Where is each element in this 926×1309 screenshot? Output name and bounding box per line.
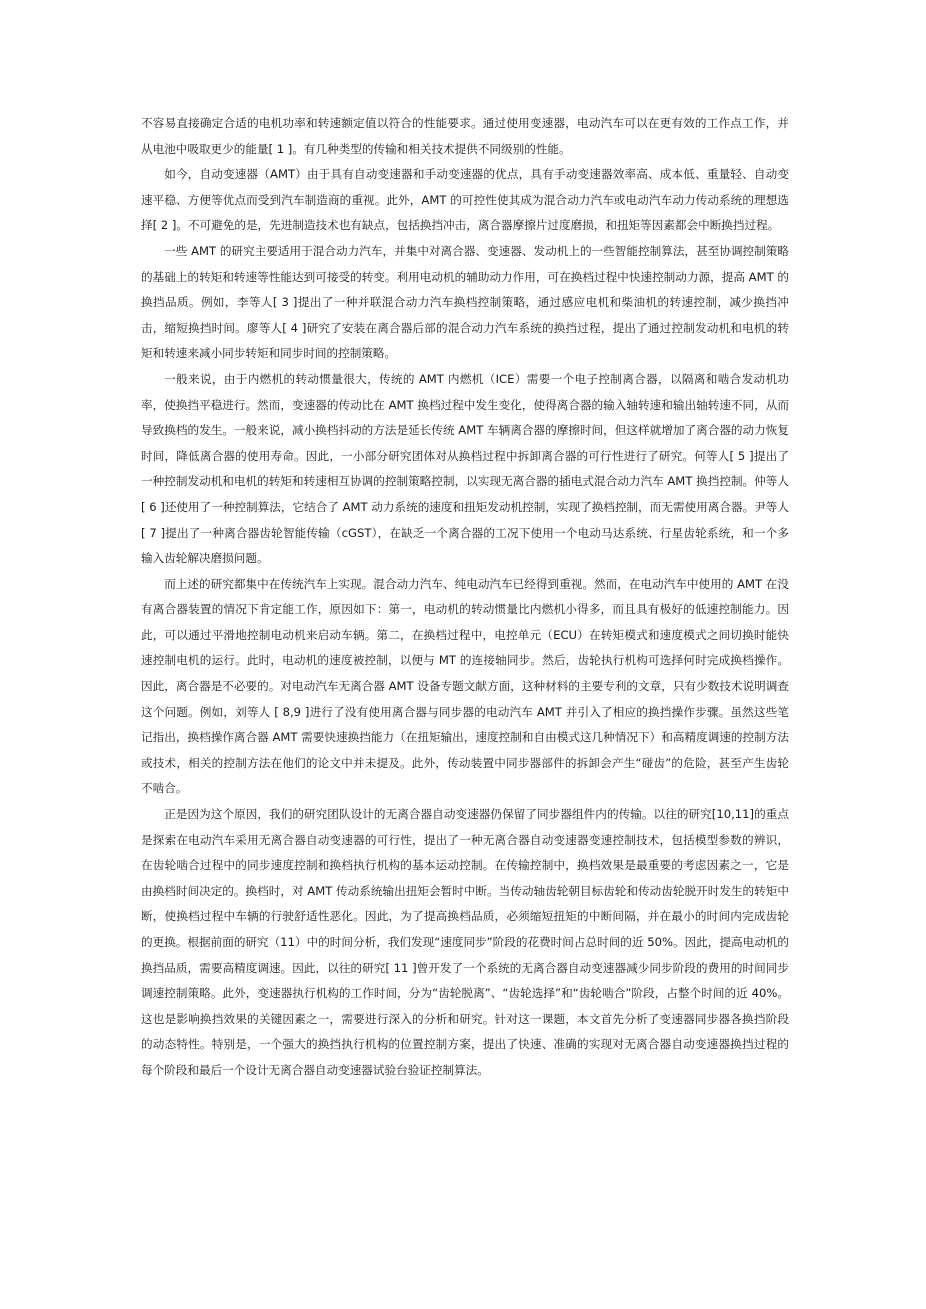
body-text — [141, 111, 789, 1084]
paragraph-5: 而上述的研究都集中在传统汽车上实现。混合动力汽车、纯电动汽车已经得到重视。然而，在电动汽车中使用的 AMT 在没有离合器装置的情况下肯定能工作，原因如下：第一，电动机的转动惯量比内燃机小得多，而且具有极好的低速控制能力。因此，可以通过平滑地控制电动机来启动车辆。第二，在换档过程中，电控单元（ECU）在转矩模式和速度模式之间切换时能快速控制电机的运行。此时，电动机的速度被控制，以便与 MT 的连接轴同步。然后，齿轮执行机构可选择何时完成换档操作。因此，离合器是不必要的。对电动汽车无离合器 AMT 设备专题文献方面，这种材料的主要专利的文章，只有少数技术说明调查这个问题。例如，刘等人 [ 8,9 ]进行了没有使用离合器与同步器的电动汽车 AMT 并引入了相应的换挡操作步骤。虽然这些笔记指出，换档操作离合器 AMT 需要快速换挡能力（在扭矩输出，速度控制和自由模式这几种情况下）和高精度调速的控制方法或技术，相关的控制方法在他们的论文中并未提及。此外，传动装置中同步器部件的拆卸会产生“碰齿”的危险，甚至产生齿轮不啮合。 — [141, 576, 789, 796]
paragraph-3: 一些 AMT 的研究主要适用于混合动力汽车，并集中对离合器、变速器、发动机上的一些智能控制算法，甚至协调控制策略的基础上的转矩和转速等性能达到可接受的转变。利用电动机的辅助动力作用，可在换档过程中快速控制动力源，提高 AMT 的换挡品质。例如，李等人[ 3 ]提出了一种并联混合动力汽车换档控制策略，通过感应电机和柴油机的转速控制，减少换挡冲击，缩短换挡时间。廖等人[ 4 ]研究了安装在离合器后部的混合动力汽车系统的换挡过程，提出了通过控制发动机和电机的转矩和转速来减小同步转矩和同步时间的控制策略。 — [141, 243, 789, 361]
paragraph-6: 正是因为这个原因，我们的研究团队设计的无离合器自动变速器仍保留了同步器组件内的传输。以往的研究[10,11]的重点是探索在电动汽车采用无离合器自动变速器的可行性，提出了一种无离合器自动变速器变速控制技术，包括模型参数的辨识，在齿轮啮合过程中的同步速度控制和换档执行机构的基本运动控制。在传输控制中，换档效果是最重要的考虑因素之一，它是由换档时间决定的。换档时，对 AMT 传动系统输出扭矩会暂时中断。当传动轴齿轮朝目标齿轮和传动齿轮脱开时发生的转矩中断，使换档过程中车辆的行驶舒适性恶化。因此，为了提高换档品质，必须缩短扭矩的中断间隔，并在最小的时间内完成齿轮的更换。根据前面的研究（11）中的时间分析，我们发现“速度同步”阶段的花费时间占总时间的近 50%。因此，提高电动机的换挡品质，需要高精度调速。因此，以往的研究[ 11 ]曾开发了一个系统的无离合器自动变速器减少同步阶段的费用的时间同步调速控制策略。此外，变速器执行机构的工作时间，分为“齿轮脱离”、“齿轮选择”和“齿轮啮合”阶段，占整个时间的近 40%。这也是影响换挡效果的关键因素之一，需要进行深入的分析和研究。针对这一课题，本文首先分析了变速器同步器各换挡阶段的动态特性。特别是，一个强大的换挡执行机构的位置控制方案，提出了快速、准确的实现对无离合器自动变速器换挡过程的每个阶段和最后一个设计无离合器自动变速器试验台验证控制算法。 — [141, 807, 789, 1077]
paragraph-2: 如今，自动变速器（AMT）由于具有自动变速器和手动变速器的优点，具有手动变速器效率高、成本低、重量轻、自动变速平稳、方便等优点而受到汽车制造商的重视。此外，AMT 的可控性使其成为混合动力汽车或电动汽车动力传动系统的理想选择[ 2 ]。不可避免的是，先进制造技术也有缺点，包括换挡冲击，离合器摩擦片过度磨损，和扭矩等因素都会中断换挡过程。 — [141, 167, 789, 233]
paragraph-4: 一般来说，由于内燃机的转动惯量很大，传统的 AMT 内燃机（ICE）需要一个电子控制离合器，以隔离和啮合发动机功率，使换挡平稳进行。然而，变速器的传动比在 AMT 换档过程中发生变化，使得离合器的输入轴转速和输出轴转速不同，从而导致换档的发生。一般来说，减小换档抖动的方法是延长传统 AMT 车辆离合器的摩擦时间，但这样就增加了离合器的动力恢复时间，降低离合器的使用寿命。因此，一小部分研究团体对从换档过程中拆卸离合器的可行性进行了研究。何等人[ 5 ]提出了一种控制发动机和电机的转矩和转速相互协调的控制策略控制，以实现无离合器的插电式混合动力汽车 AMT 换挡控制。仲等人[ 6 ]还使用了一种控制算法，它结合了 AMT 动力系统的速度和扭矩发动机控制，实现了换档控制，而无需使用离合器。尹等人[ 7 ]提出了一种离合器齿轮智能传输（cGST），在缺乏一个离合器的工况下使用一个电动马达系统、行星齿轮系统，和一个多输入齿轮解决磨损问题。 — [141, 371, 789, 566]
paragraph-1: 不容易直接确定合适的电机功率和转速额定值以符合的性能要求。通过使用变速器，电动汽车可以在更有效的工作点工作，并从电池中吸取更少的能量[ 1 ]。有几种类型的传输和相关技术提供不同级别的性能。 — [141, 116, 789, 156]
